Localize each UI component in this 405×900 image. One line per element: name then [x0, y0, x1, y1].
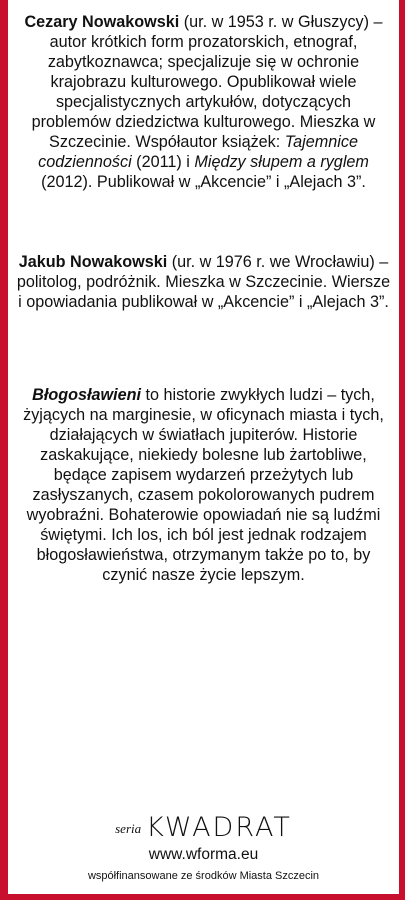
bio-text: (2011) i	[131, 153, 195, 171]
series-logo	[8, 812, 399, 843]
author-bio-cezary	[16, 12, 391, 192]
book-title: Błogosławieni	[32, 386, 141, 404]
book-blurb	[16, 385, 391, 585]
book-title: Tajemnice codzienności	[38, 133, 358, 171]
bio-text: (ur. w 1976 r. we Wrocławiu) – politolog, podróżnik. Mieszka w Szczecinie. Wiersze i opowiadania publikował w „Akcencie” i „Alejach 3”.	[16, 253, 391, 311]
back-cover	[8, 0, 399, 894]
author-name: Cezary Nowakowski	[24, 13, 180, 31]
author-bio-jakub	[16, 252, 391, 312]
series-label: seria	[115, 821, 142, 836]
blurb-text: to historie zwykłych ludzi – tych, żyjących na marginesie, w oficynach miasta i tych, działających w światłach jupiterów. Historie zaskakujące, niekiedy bolesne lub żartobliwe, będące zapisem wydarzeń przeżytych lub zasłyszanych, czasem pokolorowanych pudrem wyobraźni. Bohaterowie opowiadań nie są ludźmi świętymi. Ich los, ich ból jest jednak rodzajem błogosławieństwa, otrzymanym także po to, by czynić nasze życie lepszym.	[23, 386, 384, 584]
book-title: Między słupem a ryglem	[194, 153, 369, 171]
publisher-url[interactable]: www.wforma.eu	[148, 846, 259, 863]
author-name: Jakub Nowakowski	[18, 253, 168, 271]
series-name: KWADRAT	[146, 812, 292, 843]
bio-text: (2012). Publikował w „Akcencie” i „Alejach 3”.	[41, 173, 366, 191]
funding-note: współfinansowane ze środków Miasta Szczecin	[87, 870, 320, 882]
bio-text: (ur. w 1953 r. w Głuszycy) – autor krótkich form prozatorskich, etnograf, zabytkoznawca; specjalizuje się w ochronie krajobrazu kulturowego. Opublikował wiele specjalistycznych artykułów, dotyczących problemów dziedzictwa kulturowego. Mieszka w Szczecinie. Współautor książek:	[31, 13, 383, 151]
